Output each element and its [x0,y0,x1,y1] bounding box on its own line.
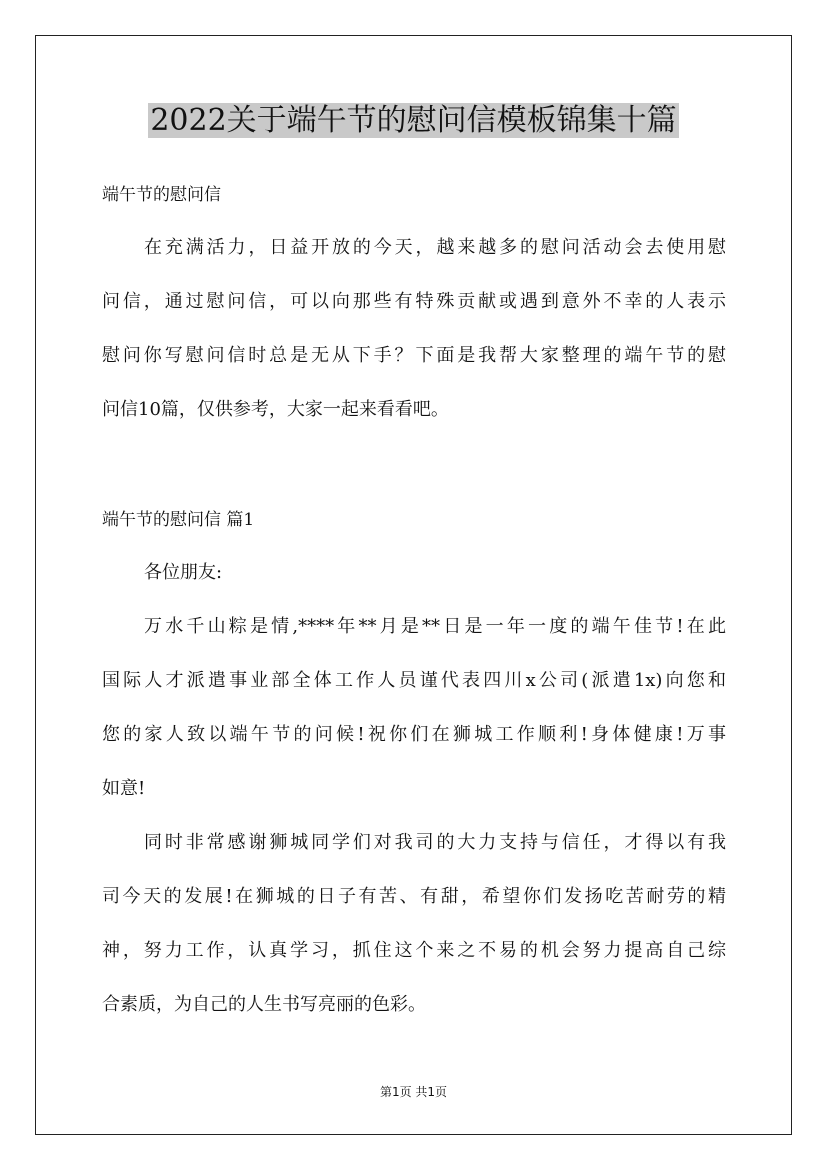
intro-line: 慰问你写慰问信时总是无从下手？下面是我帮大家整理的端午节的慰 [102,345,726,366]
paragraph2-line: 同时非常感谢狮城同学们对我司的大力支持与信任，才得以有我 [144,832,726,853]
section1-heading: 端午节的慰问信 篇1 [102,510,255,530]
paragraph2-line: 合素质，为自己的人生书写亮丽的色彩。 [102,994,426,1015]
paragraph2-line: 司今天的发展!在狮城的日子有苦、有甜，希望你们发扬吃苦耐劳的精 [102,886,726,907]
paragraph1-line: 如意! [102,778,146,799]
document-title [0,99,827,143]
intro-line: 在充满活力，日益开放的今天，越来越多的慰问活动会去使用慰 [144,237,726,258]
intro-line: 问信10篇，仅供参考，大家一起来看看吧。 [102,399,449,420]
paragraph1-line: 国际人才派遣事业部全体工作人员谨代表四川x公司(派遣1x)向您和 [102,670,726,691]
intro-line: 问信，通过慰问信，可以向那些有特殊贡献或遇到意外不幸的人表示 [102,291,726,312]
intro-heading: 端午节的慰问信 [102,185,221,205]
greeting: 各位朋友: [144,562,223,583]
paragraph1-line: 您的家人致以端午节的问候!祝你们在狮城工作顺利!身体健康!万事 [102,724,726,745]
document-title-text: 2022关于端午节的慰问信模板锦集十篇 [150,103,677,138]
paragraph1-line: 万水千山粽是情,****年**月是**日是一年一度的端午佳节!在此 [144,616,726,637]
paragraph2-line: 神，努力工作，认真学习，抓住这个来之不易的机会努力提高自己综 [102,940,726,961]
page-footer: 第1页 共1页 [379,1085,448,1099]
